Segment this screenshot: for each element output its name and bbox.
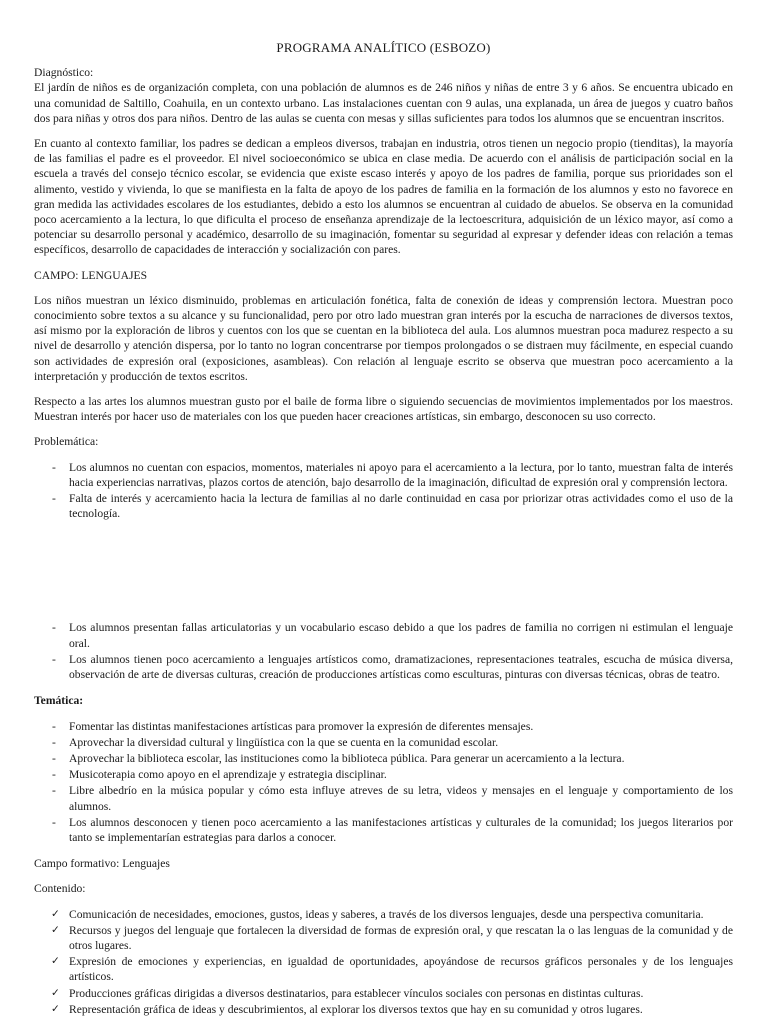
check-icon: ✓ [51, 955, 60, 968]
campo-formativo: Campo formativo: Lenguajes [34, 857, 170, 871]
list-item: - Aprovechar la diversidad cultural y lingüística con la que se cuenta en la comunidad escolar. [52, 735, 499, 749]
list-item: - Musicoterapia como apoyo en el aprendizaje y estrategia disciplinar. [52, 768, 387, 782]
list-item: - Libre albedrío en la música popular y cómo esta influye atreves de su letra, videos y mensajes en el lenguaje y comportamiento de los alumnos. [52, 784, 733, 813]
list-item: - Los alumnos tienen poco acercamiento a lenguajes artísticos como, dramatizaciones, representaciones teatrales, escucha de música diversa, observación de arte de diversas culturas, creación de producciones artísticas como esculturas, pinturas con diversas técnicas, obras de teatro. [52, 652, 733, 682]
dash-bullet: - [52, 621, 56, 635]
check-icon: ✓ [51, 907, 60, 920]
tematica-label: Temática: [34, 694, 84, 708]
campo-heading: CAMPO: LENGUAJES [34, 268, 148, 282]
tematica-list [34, 719, 733, 846]
list-item: ✓ Producciones gráficas dirigidas a diversos destinatarios, para establecer vínculos sociales con personas en distintas culturas. [51, 986, 644, 1000]
list-item: ✓ Representación gráfica de ideas y descubrimientos, al explorar los diversos textos que hay en su comunidad y otros lugares. [51, 1002, 643, 1016]
list-item: ✓ Recursos y juegos del lenguaje que fortalecen la diversidad de formas de expresión oral, y que rescatan la o las lenguas de la comunidad y de otros lugares. [51, 923, 733, 952]
diagnostico-label: Diagnóstico: [34, 66, 94, 80]
list-item: - Los alumnos desconocen y tienen poco acercamiento a las manifestaciones artísticas y culturales de la comunidad; los juegos literarios por tanto se implementarían estrategias para darlos a conocer. [52, 815, 733, 844]
diagnostico-paragraph-2: En cuanto al contexto familiar, los padres se dedican a empleos diversos, trabajan en industria, otros tienen un negocio propio (tienditas), la mayoría de las familias el padre es el proveedor. El nivel socioeconómico se ubica en clase media. De acuerdo con el análisis de participación social en la escuela a través del consejo técnico escolar, se evidencia que existe escaso interés y apoyo de los padres de familia, porque sus prioridades son el alimento, vestido y vivienda, lo que se manifiesta en la falta de apoyo de los padres de familia en la formación de los alumnos y esto no favorece en gran medida las actividades escolares de los estudiantes, debido a esto los alumnos se encuentran al cuidado de abuelos. Se observa en la comunidad poco acercamiento a la lectura, lo que dificulta el proceso de enseñanza aprendizaje de la lectoescritura, adquisición de un léxico mayor, así como a potenciar su desarrollo personal y académico, desarrollo de su imaginación, fomentar su seguridad al expresar y defender ideas con relación a temas específicos, desarrollo de capacidades de interacción y socialización con pares. [34, 137, 733, 257]
dash-bullet: - [52, 460, 56, 474]
dash-bullet: - [52, 768, 56, 782]
dash-bullet: - [52, 751, 56, 765]
blank-space [34, 522, 733, 620]
check-icon: ✓ [51, 986, 60, 999]
dash-bullet: - [52, 719, 56, 733]
problematica-list-b [34, 620, 733, 682]
problematica-list-a [34, 460, 733, 522]
dash-bullet: - [52, 735, 56, 749]
dash-bullet: - [52, 784, 56, 798]
contenido-label: Contenido: [34, 882, 86, 896]
list-item: - Los alumnos presentan fallas articulatorias y un vocabulario escaso debido a que los padres de familia no corrigen ni estimulan el lenguaje oral. [52, 621, 733, 650]
page-title: PROGRAMA ANALÍTICO (ESBOZO) [276, 40, 491, 55]
problematica-label: Problemática: [34, 435, 99, 449]
dash-bullet: - [52, 652, 56, 666]
list-item: ✓ Comunicación de necesidades, emociones, gustos, ideas y saberes, a través de los diversos lenguajes, desde una perspectiva comunitaria. [51, 907, 704, 921]
list-item: ✓ Expresión de emociones y experiencias, en igualdad de oportunidades, apoyándose de recursos gráficos personales y de los lenguajes artísticos. [51, 955, 733, 984]
document-body [34, 40, 733, 1018]
dash-bullet: - [52, 815, 56, 829]
list-item: - Falta de interés y acercamiento hacia la lectura de familias al no darle continuidad en casa por priorizar otras actividades como el uso de la tecnología. [52, 492, 733, 521]
campo-paragraph-1: Los niños muestran un léxico disminuido, problemas en articulación fonética, falta de conexión de ideas y comprensión lectora. Muestran poco conocimiento sobre textos a su alcance y su funcionalidad, pero por otro lado muestran gran interés por la escucha de narraciones de diversos textos, así mismo por la exploración de libros y cuentos con los que se cuentan en la biblioteca del aula. Los alumnos muestran poca madurez respecto a su nivel de desarrollo y atención dispersa, por lo tanto no logran concentrarse por tiempos prolongados o se distraen muy fácilmente, en especial cuando son actividades de expresión oral (exposiciones, asambleas). Con relación al lenguaje escrito se observa que muestran poco acercamiento a la interpretación y producción de textos escritos. [34, 293, 733, 383]
list-item: - Los alumnos no cuentan con espacios, momentos, materiales ni apoyo para el acercamiento a la lectura, por lo tanto, muestran falta de interés hacia experiencias narrativas, plazos cortos de atención, bajo desarrollo de la imaginación, dificultad de expresión oral y comprensión lectora. [52, 460, 733, 489]
diagnostico-paragraph-1: El jardín de niños es de organización completa, con una población de alumnos es de 246 niños y niñas de entre 3 y 6 años. Se encuentra ubicado en una comunidad de Saltillo, Coahuila, en un contexto urbano. Las instalaciones cuentan con 9 aulas, una explanada, un área de juegos y cuatro baños dos para niñas y otros dos para niños. Dentro de las aulas se cuenta con mesas y sillas suficientes para todos los alumnos que se encuentran inscritos. [34, 81, 733, 125]
check-icon: ✓ [51, 923, 60, 936]
campo-paragraph-2: Respecto a las artes los alumnos muestran gusto por el baile de forma libre o siguiendo secuencias de movimientos implementados por los maestros. Muestran interés por hacer uso de materiales con los que pueden hacer creaciones artísticas, sin embargo, desconocen su uso correcto. [34, 395, 733, 424]
dash-bullet: - [52, 492, 56, 506]
contenido-list [34, 907, 733, 1017]
list-item: - Aprovechar la biblioteca escolar, las instituciones como la biblioteca pública. Para generar un acercamiento a la lectura. [52, 751, 625, 765]
list-item: - Fomentar las distintas manifestaciones artísticas para promover la expresión de diferentes mensajes. [52, 719, 534, 733]
check-icon: ✓ [51, 1002, 60, 1015]
